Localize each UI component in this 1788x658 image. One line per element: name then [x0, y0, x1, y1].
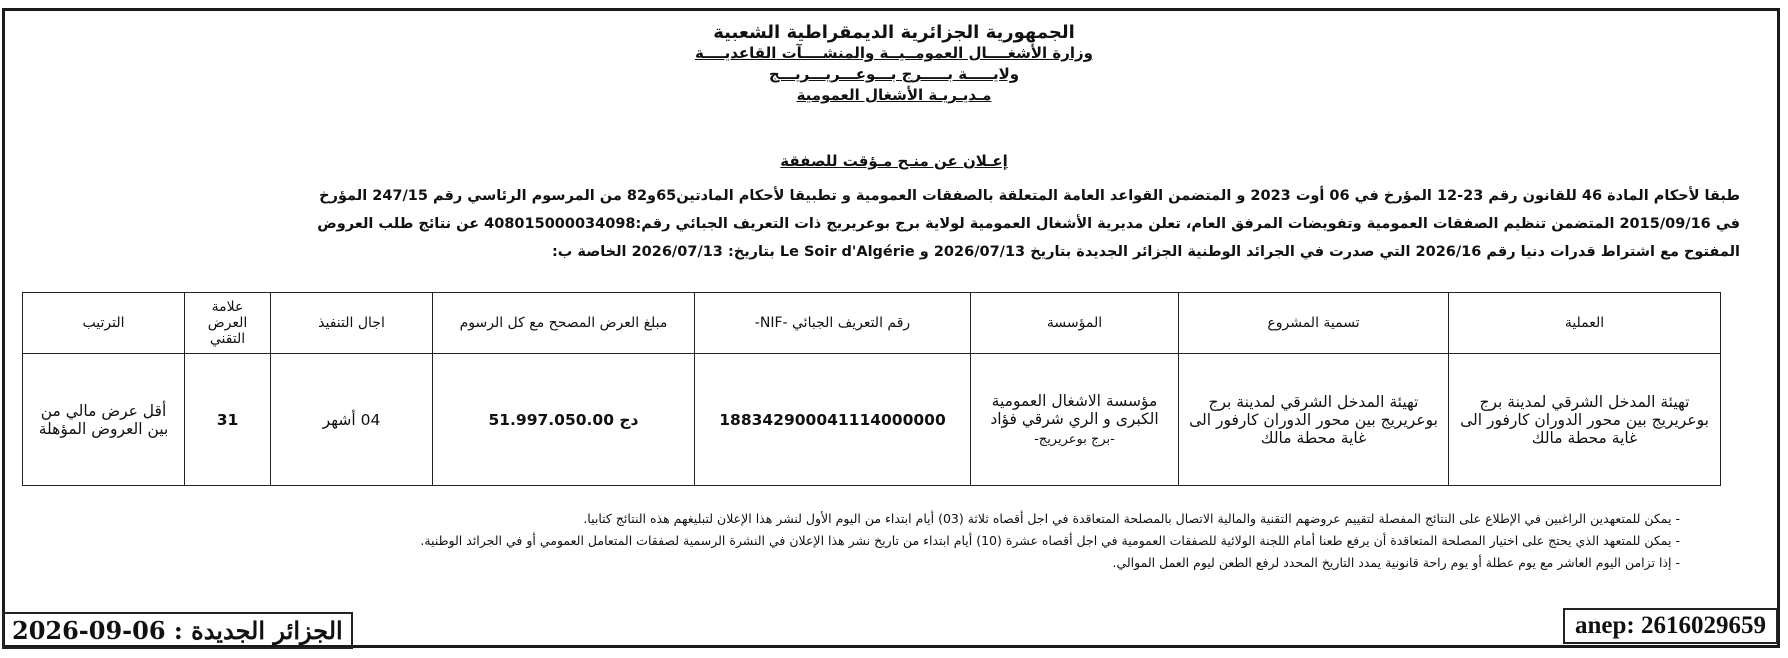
intro-line: طبقا لأحكام المادة 46 للقانون رقم 23-12 المؤرخ في 06 أوت 2023 و المتضمن القواعد العامة المتعلقة بالصفقات العمومية و تطبيقا لأحكام المادتين65و82 من المرسوم الرئاسي رقم 247/15 المؤرخ	[319, 188, 1740, 204]
header-company: المؤسسة	[971, 293, 1179, 354]
announcement-title: إعـلان عن منـح مـؤقت للصفقة	[780, 152, 1008, 170]
company-name: مؤسسة الاشغال العمومية الكبرى و الري شرقي فؤاد	[990, 392, 1159, 428]
header-duration: اجال التنفيذ	[271, 293, 433, 354]
header-line: الجمهورية الجزائرية الديمقراطية الشعبية	[713, 22, 1075, 43]
header-project: تسمية المشروع	[1179, 293, 1449, 354]
company-location: -برج بوعريريج-	[1034, 432, 1115, 447]
header-line: ولايـــــة بـــــرج بـــوعـــريـــريـــج	[768, 65, 1020, 83]
award-table	[22, 292, 1721, 486]
table-row	[23, 354, 1721, 486]
header-rank: الترتيب	[23, 293, 185, 354]
note-item: - إذا تزامن اليوم العاشر مع يوم عطلة أو يوم راحة قانونية يمدد التاريخ المحدد لرفع الطعن ليوم العمل الموالي.	[1112, 555, 1680, 570]
intro-line: المفتوح مع اشتراط قدرات دنيا رقم 2026/16 التي صدرت في الجرائد الوطنية الجزائر الجديدة بتاريخ 2026/07/13 و Le Soir d'Algérie بتاريخ: 2026/07/13 الخاصة ب:	[551, 244, 1740, 260]
document-header	[0, 22, 1788, 106]
intro-paragraph	[50, 182, 1740, 266]
header-amount: مبلغ العرض المصحح مع كل الرسوم	[433, 293, 695, 354]
cell-project: تهيئة المدخل الشرقي لمدينة برج بوعريريج بين محور الدوران كارفور الى غاية محطة مالك	[1179, 354, 1449, 486]
cell-company	[971, 354, 1179, 486]
intro-line: في 2015/09/16 المتضمن تنظيم الصفقات العمومية وتفويضات المرفق العام، تعلن مديرية الأشغال العمومية لولاية برج بوعريريج ذات التعريف الجبائي رقم:408015000034098 عن نتائج طلب العروض	[317, 216, 1740, 232]
note-item: - يمكن للمتعهد الذي يحتج على اختيار المصلحة المتعاقدة أن يرفع طعنا أمام اللجنة الولائية للصفقات العمومية في اجل أقصاه عشرة (10) أيام ابتداء من تاريخ نشر هذا الإعلان في النشرة الرسمية لصفقات المتعامل العمومي أو في الجرائد الوطنية.	[420, 533, 1680, 548]
cell-rank: أقل عرض مالي من بين العروض المؤهلة	[23, 354, 185, 486]
table-header-row	[23, 293, 1721, 354]
header-nif: رقم التعريف الجبائي -NIF-	[695, 293, 971, 354]
header-operation: العملية	[1449, 293, 1721, 354]
anep-number-box: anep: 2616029659	[1563, 608, 1778, 644]
notes-section	[70, 508, 1680, 574]
header-line: مـديـريـة الأشغال العمومية	[796, 86, 992, 104]
header-score: علامة العرض التقني	[185, 293, 271, 354]
cell-nif: 188342900041114000000	[695, 354, 971, 486]
newspaper-date-box: الجزائر الجديدة : 06-09-2026	[2, 612, 353, 649]
cell-score: 31	[185, 354, 271, 486]
cell-amount: 51.997.050.00 دج	[433, 354, 695, 486]
note-item: - يمكن للمتعهدين الراغبين في الإطلاع على النتائج المفصلة لتقييم عروضهم التقنية والمالية الاتصال بالمصلحة المتعاقدة في اجل أقصاه ثلاثة (03) أيام ابتداء من اليوم الأول لنشر هذا الإعلان لتبليغهم هذه النتائج كتابيا.	[583, 511, 1680, 526]
cell-duration: 04 أشهر	[271, 354, 433, 486]
cell-operation: تهيئة المدخل الشرقي لمدينة برج بوعريريج بين محور الدوران كارفور الى غاية محطة مالك	[1449, 354, 1721, 486]
header-line: وزارة الأشغــــال العمومــيــة والمنشــــآت القاعديــــة	[695, 44, 1093, 62]
